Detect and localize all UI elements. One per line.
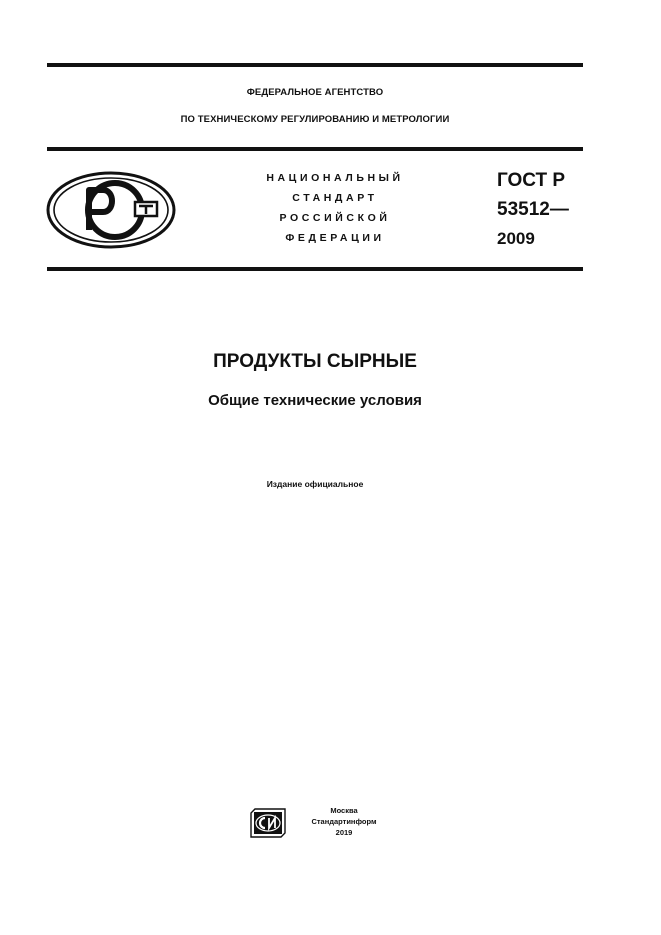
agency-line-2: ПО ТЕХНИЧЕСКОМУ РЕГУЛИРОВАНИЮ И МЕТРОЛОГИИ [180, 114, 450, 125]
standard-designation-line-2: 53512— [497, 199, 569, 220]
standard-designation-line-3: 2009 [497, 229, 535, 248]
publisher-logo [250, 808, 286, 838]
standard-kind-line-2: СТАНДАРТ [292, 192, 378, 204]
standard-kind [232, 168, 438, 248]
document-subtitle: Общие технические условия [208, 392, 422, 409]
standard-kind-line-3: РОССИЙСКОЙ [279, 212, 391, 224]
mid-rule [47, 267, 583, 271]
standard-kind-line-4: ФЕДЕРАЦИИ [285, 232, 385, 244]
standartinform-logo-icon [250, 808, 286, 838]
agency-line-1: ФЕДЕРАЛЬНОЕ АГЕНТСТВО [246, 87, 384, 98]
publisher-name: Стандартинформ [311, 817, 377, 826]
top-rule [47, 63, 583, 67]
document-title: ПРОДУКТЫ СЫРНЫЕ [213, 351, 417, 372]
publisher-city: Москва [330, 806, 358, 815]
standard-kind-line-1: НАЦИОНАЛЬНЫЙ [266, 172, 404, 184]
rst-certification-mark-icon [45, 170, 177, 250]
publisher-info [292, 805, 396, 838]
standard-designation [497, 166, 569, 253]
standard-designation-line-1: ГОСТ Р [497, 170, 566, 191]
header-rule [47, 147, 583, 151]
publication-year: 2019 [335, 828, 353, 837]
edition-label: Издание официальное [266, 479, 364, 489]
rst-emblem [45, 170, 177, 250]
